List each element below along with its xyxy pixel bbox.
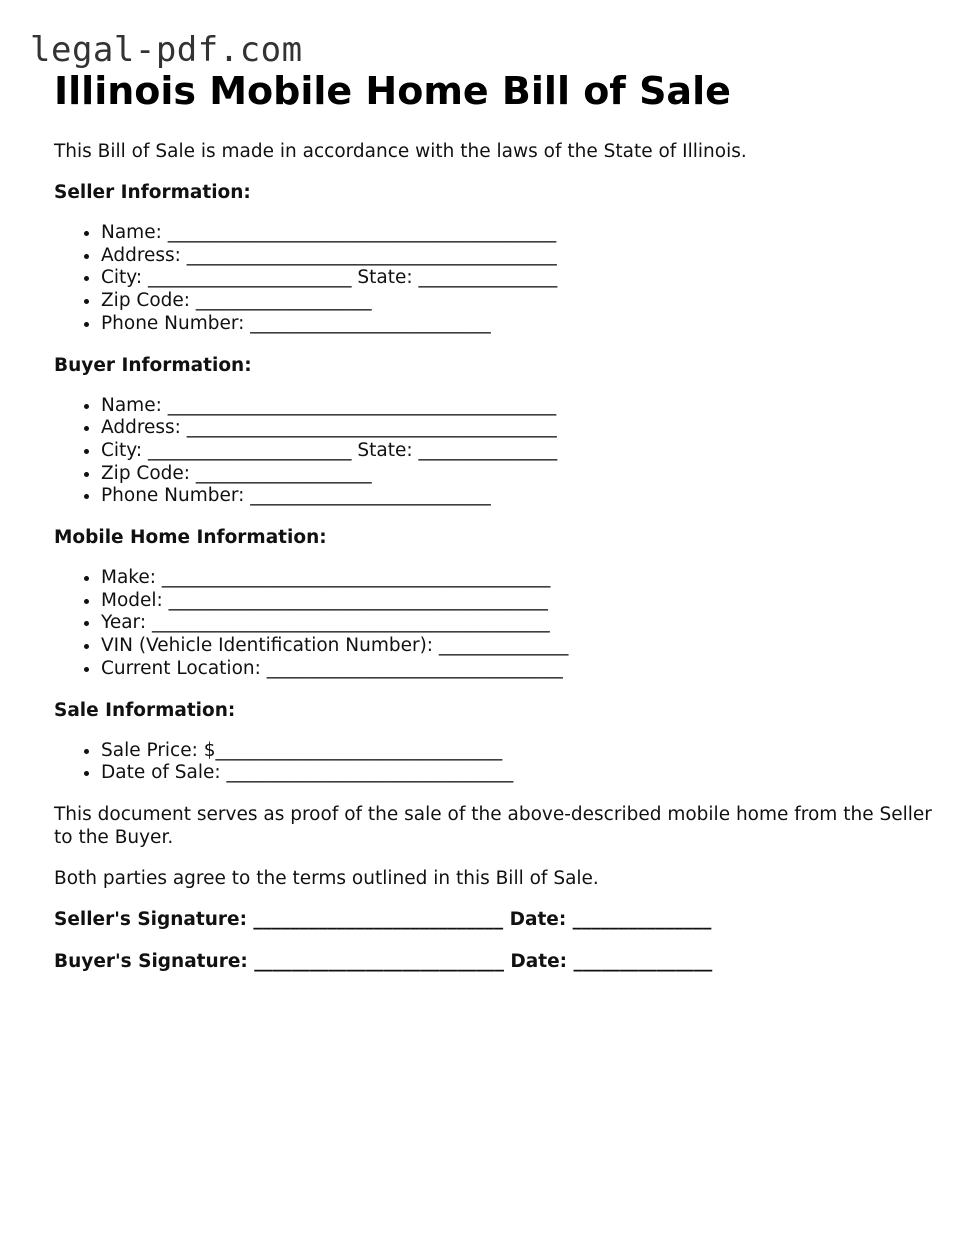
seller-section-heading: Seller Information: — [54, 182, 251, 203]
buyer-name-field[interactable]: • Name: __________________________________________ — [101, 395, 934, 418]
seller-name-field[interactable]: • Name: __________________________________________ — [101, 222, 934, 245]
document-title: Illinois Mobile Home Bill of Sale — [54, 69, 731, 113]
buyer-info-list — [54, 395, 934, 509]
year-field[interactable]: • Year: ___________________________________________ — [101, 612, 934, 635]
seller-zip-field[interactable]: • Zip Code: ___________________ — [101, 290, 934, 313]
seller-address-field[interactable]: • Address: ________________________________________ — [101, 245, 934, 268]
seller-info-list — [54, 222, 934, 336]
sale-info-list — [54, 740, 934, 785]
sale-price-field[interactable]: • Sale Price: $_______________________________ — [101, 740, 934, 763]
sale-section-heading: Sale Information: — [54, 699, 236, 721]
buyer-city-state-field[interactable]: • City: ______________________ State: _______________ — [101, 440, 934, 463]
buyer-signature-line[interactable]: Buyer's Signature: ___________________________ Date: _______________ — [54, 950, 713, 972]
proof-paragraph: This document serves as proof of the sale of the above-described mobile home from the Seller to the Buyer. — [54, 803, 932, 848]
mobile-home-section-heading: Mobile Home Information: — [54, 527, 327, 549]
mobile-home-info-list — [54, 567, 934, 681]
vin-field[interactable]: • VIN (Vehicle Identification Number): ______________ — [101, 635, 934, 658]
document-body — [54, 66, 934, 992]
buyer-zip-field[interactable]: • Zip Code: ___________________ — [101, 463, 934, 486]
seller-city-state-field[interactable]: • City: ______________________ State: _______________ — [101, 267, 934, 290]
model-field[interactable]: • Model: _________________________________________ — [101, 590, 934, 613]
seller-phone-field[interactable]: • Phone Number: __________________________ — [101, 313, 934, 336]
make-field[interactable]: • Make: __________________________________________ — [101, 567, 934, 590]
buyer-phone-field[interactable]: • Phone Number: __________________________ — [101, 485, 934, 508]
buyer-address-field[interactable]: • Address: ________________________________________ — [101, 417, 934, 440]
seller-signature-line[interactable]: Seller's Signature: ___________________________ Date: _______________ — [54, 908, 712, 930]
current-location-field[interactable]: • Current Location: ________________________________ — [101, 658, 934, 681]
intro-paragraph: This Bill of Sale is made in accordance with the laws of the State of Illinois. — [54, 141, 747, 162]
date-of-sale-field[interactable]: • Date of Sale: _______________________________ — [101, 762, 934, 785]
buyer-section-heading: Buyer Information: — [54, 354, 252, 376]
watermark-text: legal-pdf.com — [30, 30, 303, 70]
agreement-paragraph: Both parties agree to the terms outlined in this Bill of Sale. — [54, 867, 599, 889]
